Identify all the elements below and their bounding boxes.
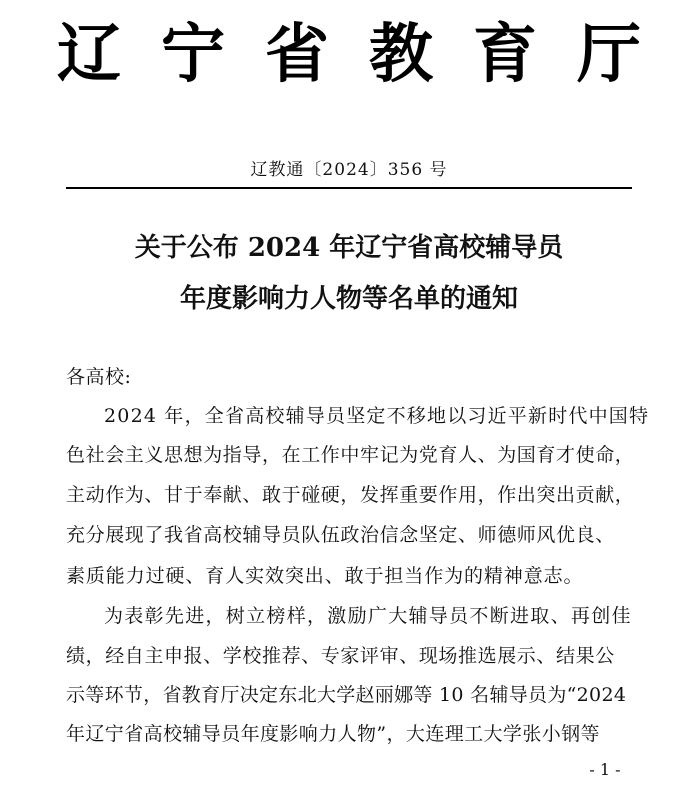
paragraph-1-line: 2024 年，全省高校辅导员坚定不移地以习近平新时代中国特	[104, 405, 650, 427]
document-title-line-2: 年度影响力人物等名单的通知	[179, 284, 518, 314]
document-number: 辽教通〔2024〕356 号	[250, 160, 448, 180]
paragraph-1-line: 充分展现了我省高校辅导员队伍政治信念坚定、师德师风优良、	[66, 524, 615, 546]
paragraph-1-line: 主动作为、甘于奉献、敢于碰硬，发挥重要作用，作出突出贡献，	[66, 484, 635, 506]
paragraph-2-line: 年辽宁省高校辅导员年度影响力人物”，大连理工大学张小钢等	[66, 723, 600, 745]
paragraph-1-line: 素质能力过硬、育人实效突出、敢于担当作为的精神意志。	[66, 565, 584, 587]
paragraph-1-line: 色社会主义思想为指导，在工作中牢记为党育人、为国育才使命，	[66, 444, 635, 466]
page-number: - 1 -	[589, 760, 621, 779]
paragraph-2-line: 示等环节，省教育厅决定东北大学赵丽娜等 10 名辅导员为“2024	[66, 684, 627, 706]
issuer-header: 辽宁省教育厅	[57, 17, 681, 92]
header-divider	[66, 187, 632, 189]
paragraph-2-line: 绩，经自主申报、学校推荐、专家评审、现场推选展示、结果公	[66, 645, 615, 667]
salutation: 各高校:	[66, 366, 132, 388]
document-title-line-1: 关于公布 2024 年辽宁省高校辅导员	[134, 233, 564, 263]
paragraph-2-line: 为表彰先进，树立榜样，激励广大辅导员不断进取、再创佳	[104, 605, 632, 627]
